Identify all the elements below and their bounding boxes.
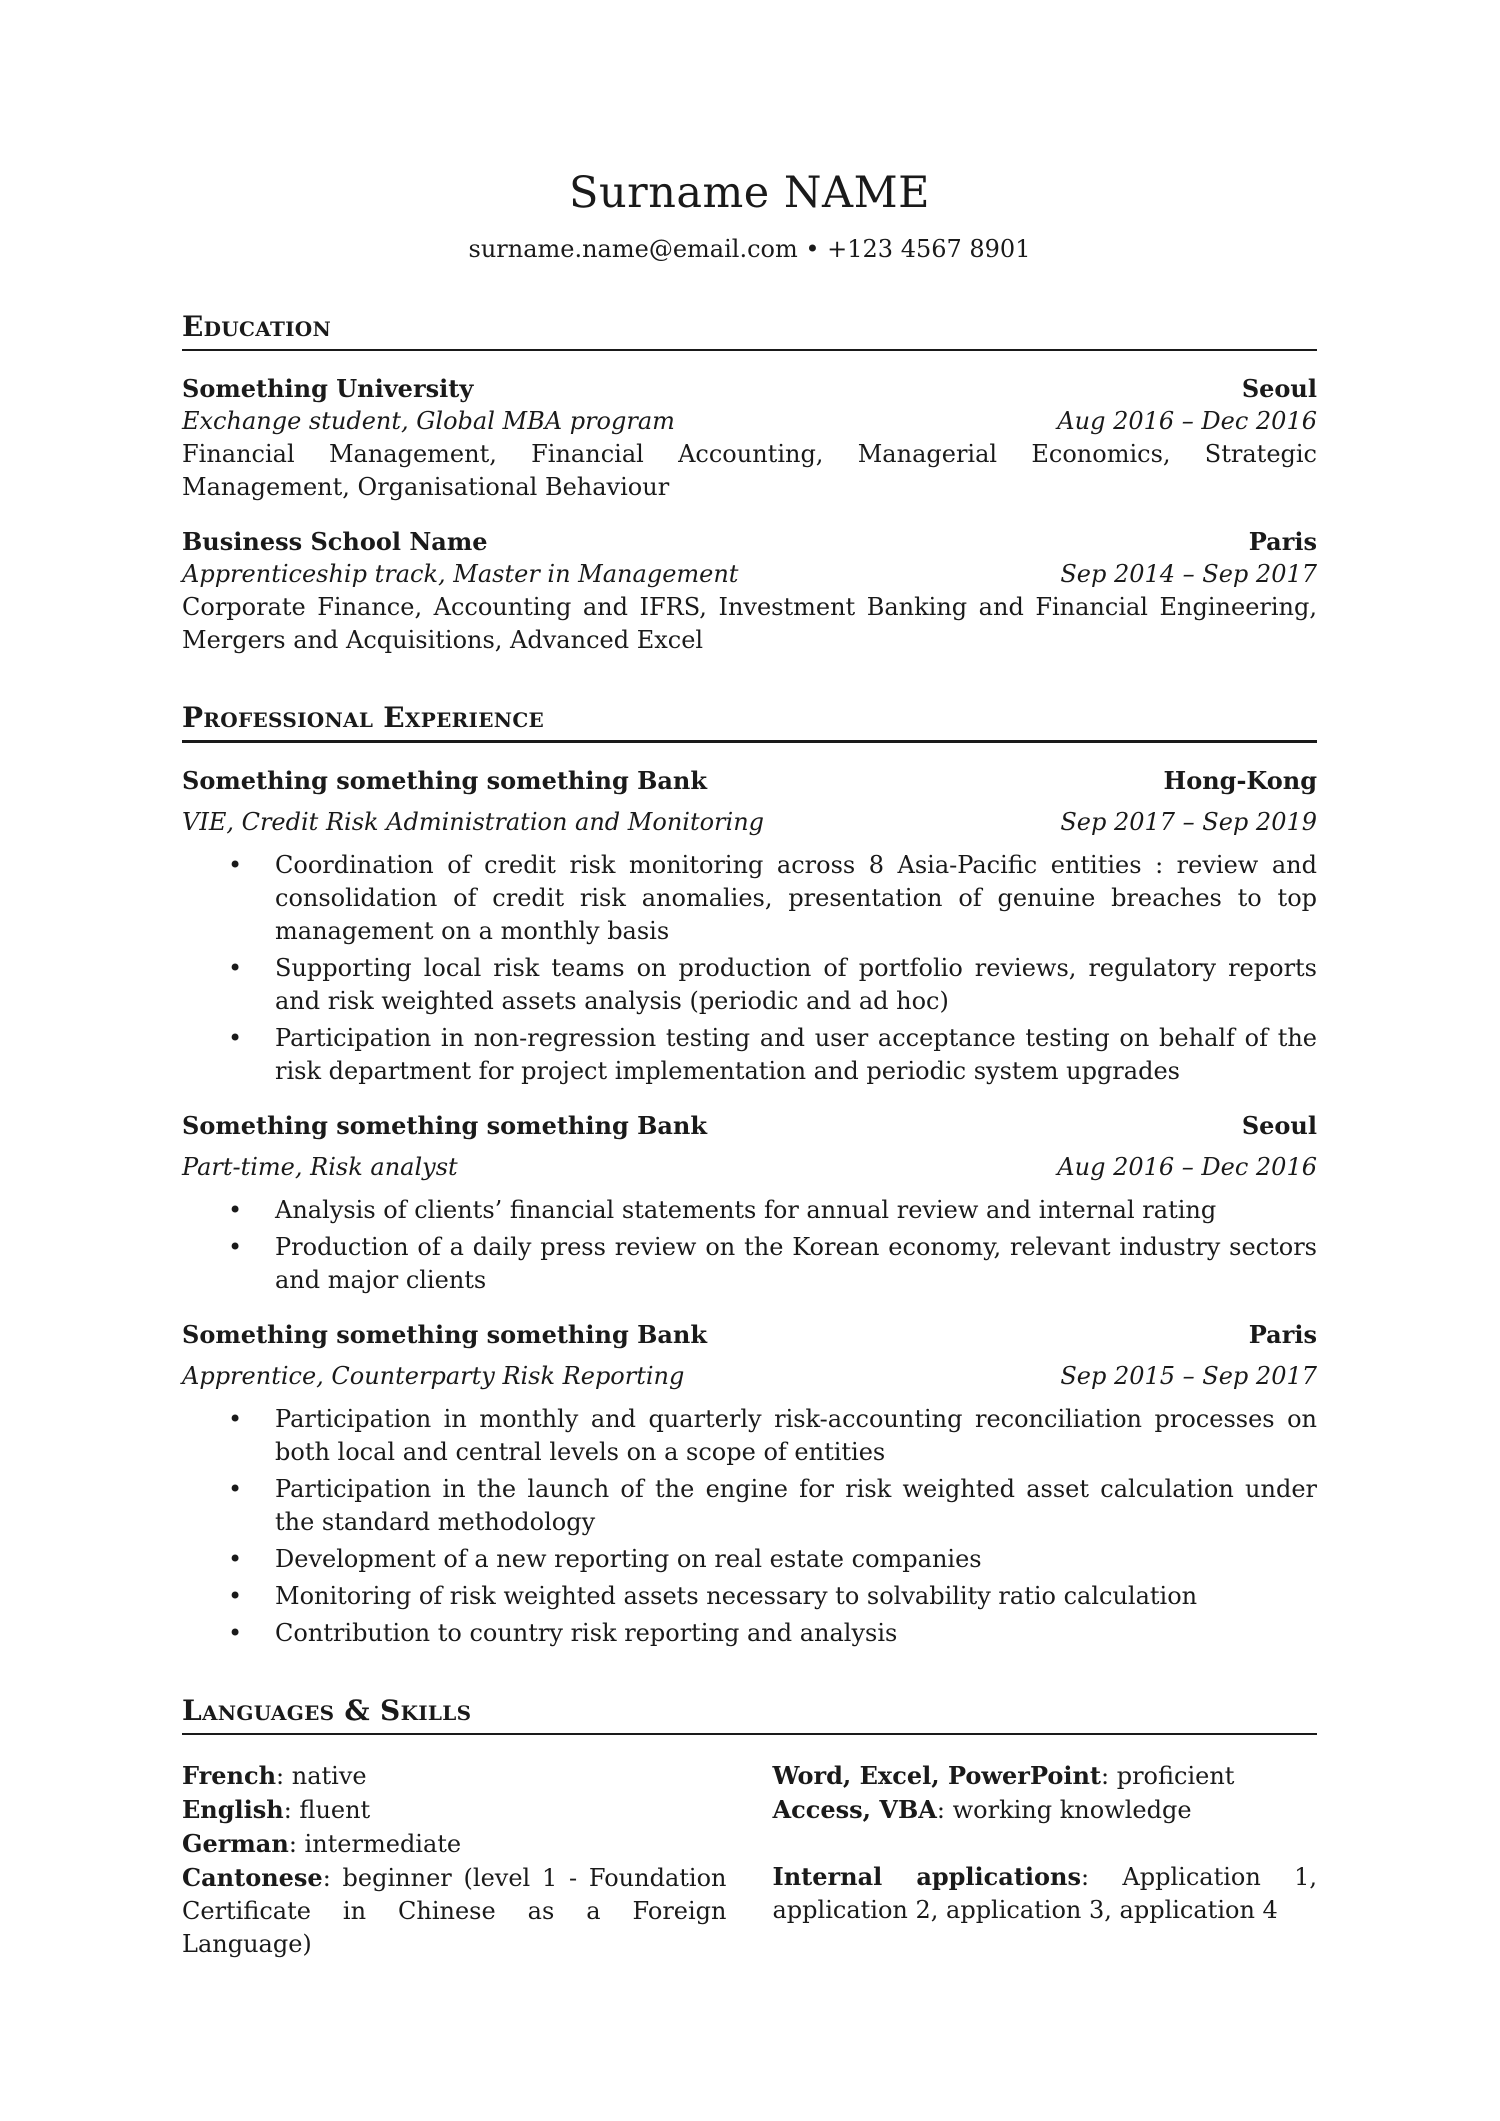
coursework: Corporate Finance, Accounting and IFRS, Investment Banking and Financial Engineering, Mergers and Acquisitions, Advanced Excel bbox=[182, 593, 1317, 655]
language-level: : beginner (level 1 - Foundation Certificate in Chinese as a Foreign Language) bbox=[182, 1864, 727, 1959]
language-level: : intermediate bbox=[288, 1830, 462, 1859]
role-title: Apprentice, Counterparty Risk Reporting bbox=[182, 1361, 685, 1390]
entry-role-line bbox=[182, 1360, 1317, 1393]
job-bullet: • Production of a daily press review on the Korean economy, relevant industry sectors and major clients bbox=[275, 1231, 1317, 1297]
job-bullet: • Development of a new reporting on real estate companies bbox=[275, 1543, 1317, 1576]
software-label: Access, VBA bbox=[772, 1795, 937, 1825]
language-label: Cantonese bbox=[182, 1863, 323, 1893]
role-dates: Sep 2017 – Sep 2019 bbox=[1060, 807, 1317, 836]
org-name: Something something something Bank bbox=[182, 1319, 707, 1349]
section-education bbox=[182, 310, 1317, 658]
section-title-education: Education bbox=[182, 309, 332, 343]
language-item bbox=[182, 1861, 727, 1961]
software-item bbox=[773, 1759, 1318, 1793]
section-rule bbox=[182, 1733, 1317, 1736]
language-label: English bbox=[182, 1795, 284, 1825]
job-entry bbox=[182, 1318, 1317, 1650]
role-title: Apprenticeship track, Master in Management bbox=[182, 560, 739, 589]
language-level: : fluent bbox=[283, 1796, 371, 1825]
org-location: Seoul bbox=[1241, 1110, 1317, 1140]
role-dates: Sep 2014 – Sep 2017 bbox=[1060, 560, 1317, 589]
internal-applications-item bbox=[773, 1860, 1318, 1927]
software-label: Word, Excel, PowerPoint bbox=[772, 1761, 1101, 1791]
language-level: : native bbox=[276, 1762, 367, 1791]
job-bullet: • Participation in the launch of the engine for risk weighted asset calculation under the standard methodology bbox=[275, 1473, 1317, 1539]
entry-org-line bbox=[182, 1109, 1317, 1142]
job-bullet-list bbox=[182, 1403, 1317, 1650]
software-column bbox=[773, 1759, 1318, 1961]
page-title: Surname NAME bbox=[568, 168, 931, 218]
education-entry bbox=[182, 525, 1317, 657]
contact-line: surname.name@email.com • +123 4567 8901 bbox=[468, 234, 1031, 263]
job-bullet: • Coordination of credit risk monitoring across 8 Asia-Pacific entities : review and consolidation of credit risk anomalies, presentation of genuine breaches to top management on a monthly basis bbox=[275, 849, 1317, 948]
org-location: Paris bbox=[1248, 1319, 1317, 1349]
language-item bbox=[182, 1759, 727, 1793]
languages-column bbox=[182, 1759, 727, 1961]
role-dates: Aug 2016 – Dec 2016 bbox=[1057, 407, 1317, 436]
org-name: Something something something Bank bbox=[182, 1110, 707, 1140]
role-title: VIE, Credit Risk Administration and Monitoring bbox=[182, 807, 765, 836]
language-item bbox=[182, 1827, 727, 1861]
org-name: Business School Name bbox=[182, 527, 488, 557]
skills-columns bbox=[182, 1759, 1317, 1961]
job-bullet-list bbox=[182, 1194, 1317, 1297]
software-item bbox=[773, 1793, 1318, 1827]
section-rule bbox=[182, 349, 1317, 352]
section-rule bbox=[182, 740, 1317, 743]
job-bullet-list bbox=[182, 849, 1317, 1088]
internal-applications-list: : Application 1, application 2, application 3, application 4 bbox=[772, 1863, 1317, 1925]
section-experience bbox=[182, 701, 1317, 1650]
language-label: German bbox=[182, 1829, 289, 1859]
entry-org-line bbox=[182, 764, 1317, 797]
job-bullet: • Analysis of clients’ financial statements for annual review and internal rating bbox=[275, 1194, 1317, 1227]
org-location: Seoul bbox=[1241, 374, 1317, 404]
section-languages-skills bbox=[182, 1694, 1317, 1962]
language-item bbox=[182, 1793, 727, 1827]
job-entry bbox=[182, 764, 1317, 1088]
job-bullet: • Contribution to country risk reporting and analysis bbox=[275, 1617, 1317, 1650]
software-level: : working knowledge bbox=[936, 1796, 1192, 1825]
education-entry bbox=[182, 372, 1317, 504]
entry-org-line bbox=[182, 525, 1317, 558]
job-bullet: • Supporting local risk teams on production of portfolio reviews, regulatory reports and risk weighted assets analysis (periodic and ad hoc) bbox=[275, 952, 1317, 1018]
role-dates: Aug 2016 – Dec 2016 bbox=[1057, 1152, 1317, 1181]
role-dates: Sep 2015 – Sep 2017 bbox=[1060, 1361, 1317, 1390]
org-name: Something University bbox=[182, 374, 474, 404]
role-title: Part-time, Risk analyst bbox=[182, 1152, 458, 1181]
job-bullet: • Participation in non-regression testing and user acceptance testing on behalf of the risk department for project implementation and periodic system upgrades bbox=[275, 1022, 1317, 1088]
internal-applications-label: Internal applications bbox=[772, 1862, 1082, 1892]
entry-role-line bbox=[182, 405, 1317, 438]
job-entry bbox=[182, 1109, 1317, 1297]
job-bullet: • Participation in monthly and quarterly risk-accounting reconciliation processes on both local and central levels on a scope of entities bbox=[275, 1403, 1317, 1469]
org-location: Hong-Kong bbox=[1163, 765, 1317, 795]
entry-role-line bbox=[182, 1151, 1317, 1184]
section-title-experience: Professional Experience bbox=[182, 701, 545, 735]
org-location: Paris bbox=[1248, 527, 1317, 557]
entry-role-line bbox=[182, 806, 1317, 839]
role-title: Exchange student, Global MBA program bbox=[182, 407, 675, 436]
entry-org-line bbox=[182, 372, 1317, 405]
job-bullet: • Monitoring of risk weighted assets necessary to solvability ratio calculation bbox=[275, 1580, 1317, 1613]
language-label: French bbox=[182, 1761, 277, 1791]
coursework: Financial Management, Financial Accounting, Managerial Economics, Strategic Management, Organisational Behaviour bbox=[182, 440, 1317, 502]
org-name: Something something something Bank bbox=[182, 765, 707, 795]
entry-org-line bbox=[182, 1318, 1317, 1351]
section-title-languages-skills: Languages & Skills bbox=[182, 1693, 472, 1727]
entry-role-line bbox=[182, 558, 1317, 591]
software-level: : proficient bbox=[1101, 1762, 1235, 1791]
resume-header bbox=[182, 168, 1317, 266]
